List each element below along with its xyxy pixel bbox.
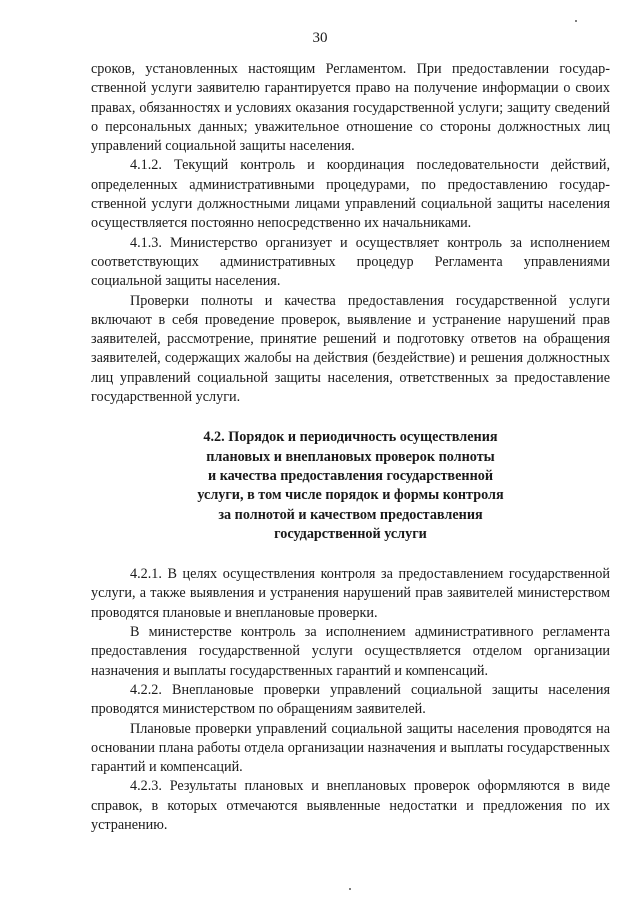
body-paragraph: 4.2.3. Результаты плановых и внеплановых проверок оформляются в виде справок, в которых отмечаются выявленные недостатки и предложения по их устранению. [91,778,610,833]
section-heading-line: плановых и внеплановых проверок полноты [206,448,495,465]
section-heading-line: услуги, в том числе порядок и формы контроля [197,487,504,504]
body-paragraph: 4.2.2. Внеплановые проверки управлений социальной защиты населения проводятся министерством по обращениям заявителей. [91,681,610,718]
body-paragraph: 4.1.2. Текущий контроль и координация последовательности действий, определенных административными процедурами, по предоставлению государственной услуги должностными лицами управлений социальной защиты населения осуществляется постоянно непосредственно их начальниками. [91,157,610,232]
document-body [91,60,610,835]
section-heading-line: 4.2. Порядок и периодичность осуществления [203,429,498,446]
scan-speck [349,888,351,890]
scan-speck [575,20,577,22]
section-heading-line: и качества предоставления государственной [207,467,494,484]
page-number: 30 [312,30,328,46]
section-heading [91,428,610,544]
section-heading-line: за полнотой и качеством предоставления [218,506,483,523]
body-paragraph: сроков, установленных настоящим Регламентом. При предоставлении государственной услуги заявителю гарантируется право на получение информации о своих правах, обязанностях и условиях оказания государственной услуги; защиту сведений о персональных данных; уважительное отношение со стороны должностных лиц управлений социальной защиты населения. [91,61,610,155]
body-paragraph: 4.1.3. Министерство организует и осуществляет контроль за исполнением соответствующих административных процедур Регламента управлениями социальной защиты населения. [91,234,610,290]
section-heading-line: государственной услуги [274,525,427,542]
body-paragraph: Плановые проверки управлений социальной защиты населения проводятся на основании плана работы отдела организации назначения и выплаты государственных гарантий и компенсаций. [91,720,610,776]
body-paragraph: 4.2.1. В целях осуществления контроля за предоставлением государственной услуги, а также выявления и устранения нарушений прав заявителей министерством проводятся плановые и внеплановые проверки. [91,566,610,621]
body-paragraph: Проверки полноты и качества предоставления государственной услуги включают в себя проведение проверок, выявление и устранение нарушений прав заявителей, рассмотрение, принятие решений и подготовку ответов на обращения заявителей, содержащих жалобы на действия (бездействие) и решения должностных лиц управлений социальной защиты населения, ответственных за предоставление государственной услуги. [91,292,610,406]
body-paragraph: В министерстве контроль за исполнением административного регламента предоставления государственной услуги осуществляется отделом организации назначения и выплаты государственных гарантий и компенсаций. [91,624,610,679]
